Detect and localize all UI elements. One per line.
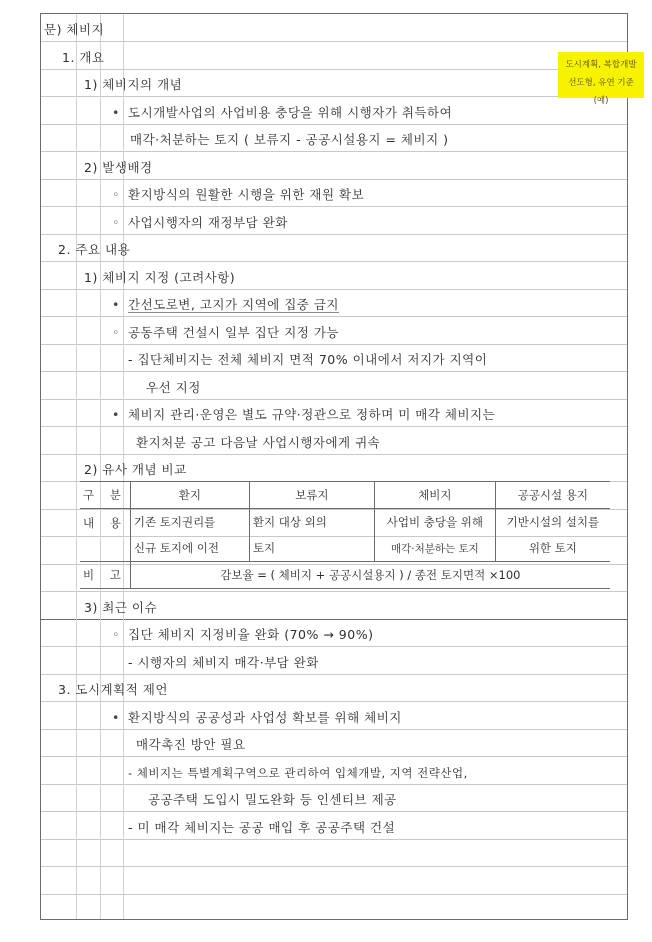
- ruled-line: [41, 399, 627, 400]
- bullet-item: [112, 325, 339, 341]
- table-row-label: 내 용: [80, 509, 130, 562]
- ruled-line: [41, 206, 627, 207]
- dash-item: - 체비지는 특별계획구역으로 관리하여 입체개발, 지역 전략산업,: [128, 766, 468, 780]
- bullet-dot-icon: •: [112, 407, 120, 422]
- sticky-note: [558, 52, 644, 106]
- dash-item: - 시행자의 체비지 매각·부담 완화: [128, 655, 319, 670]
- bullet-text: 간선도로변, 고지가 지역에 집중 금지: [128, 297, 339, 312]
- table-cell: 환지 대상 외의: [249, 509, 374, 536]
- bullet-text: 도시개발사업의 사업비용 충당을 위해 시행자가 취득하여: [128, 105, 453, 120]
- bullet-item: [112, 407, 495, 423]
- subsection-title: 2) 유사 개념 비교: [84, 462, 187, 477]
- dash-continuation: 우선 지정: [146, 380, 201, 395]
- ruled-line: [41, 344, 627, 345]
- bullet-continuation: 매각촉진 방안 필요: [136, 737, 246, 752]
- ruled-line: [41, 701, 627, 702]
- comparison-table: [80, 481, 610, 589]
- table-header-cell: 구 분: [80, 482, 130, 509]
- table-cell: 기존 토지권리를: [130, 509, 249, 536]
- ruled-line: [41, 646, 627, 647]
- margin-line: [76, 14, 77, 919]
- table-row: [80, 562, 610, 589]
- ruled-line: [41, 619, 627, 620]
- ruled-line: [41, 371, 627, 372]
- dash-continuation: 공공주택 도입시 밀도완화 등 인센티브 제공: [148, 792, 397, 807]
- bullet-item: [112, 710, 402, 726]
- bullet-circle-icon: ◦: [112, 325, 120, 340]
- section-title: 2. 주요 내용: [58, 242, 131, 257]
- ruled-line: [41, 674, 627, 675]
- ruled-line: [41, 811, 627, 812]
- table-cell: 위한 토지: [495, 535, 610, 562]
- sticky-note-line: 선도형, 유연 기준 (예): [568, 78, 634, 106]
- table-cell: 기반시설의 설치를: [495, 509, 610, 536]
- bullet-item: [112, 297, 339, 313]
- ruled-line: [41, 866, 627, 867]
- ruled-line: [41, 591, 627, 592]
- bullet-circle-icon: ◦: [112, 187, 120, 202]
- page-heading: 문) 체비지: [44, 22, 105, 37]
- ruled-line: [41, 839, 627, 840]
- ruled-line: [41, 316, 627, 317]
- dash-item: - 미 매각 체비지는 공공 매입 후 공공주택 건설: [128, 820, 396, 835]
- ruled-line: [41, 426, 627, 427]
- bullet-dot-icon: •: [112, 297, 120, 312]
- bullet-item: [112, 627, 373, 643]
- subsection-title: 3) 최근 이슈: [84, 600, 158, 615]
- bullet-circle-icon: ◦: [112, 215, 120, 230]
- table-header-cell: 체비지: [374, 482, 495, 509]
- subsection-title: 1) 체비지 지정 (고려사항): [84, 270, 236, 285]
- table-cell: 신규 토지에 이전: [130, 535, 249, 562]
- bullet-continuation: 환지처분 공고 다음날 사업시행자에게 귀속: [136, 435, 381, 450]
- ruled-line: [41, 289, 627, 290]
- table-header-cell: 보류지: [249, 482, 374, 509]
- bullet-text: 환지방식의 원활한 시행을 위한 재원 확보: [128, 187, 365, 202]
- section-title: 3. 도시계획적 제언: [58, 682, 168, 697]
- ruled-line: [41, 69, 627, 70]
- ruled-line: [41, 151, 627, 152]
- section-title: 1. 개요: [62, 50, 105, 65]
- subsection-title: 2) 발생배경: [84, 160, 153, 175]
- bullet-text: 체비지 관리·운영은 별도 규약·정관으로 정하며 미 매각 체비지는: [128, 407, 496, 422]
- table-cell-remark: 감보율 = ( 체비지 + 공공시설용지 ) / 종전 토지면적 ×100: [130, 562, 610, 589]
- dash-item: - 집단체비지는 전체 체비지 면적 70% 이내에서 저지가 지역이: [128, 352, 488, 367]
- table-row: [80, 535, 610, 562]
- table-row: [80, 509, 610, 536]
- ruled-line: [41, 756, 627, 757]
- table-row-label: 비 고: [80, 562, 130, 589]
- table-cell: 토지: [249, 535, 374, 562]
- ruled-line: [41, 261, 627, 262]
- ruled-line: [41, 124, 627, 125]
- bullet-circle-icon: ◦: [112, 627, 120, 642]
- bullet-item: [112, 215, 288, 231]
- subsection-title: 1) 체비지의 개념: [84, 77, 183, 92]
- bullet-item: [112, 105, 452, 121]
- sticky-note-line: 도시계획, 복합개발: [565, 60, 637, 70]
- bullet-continuation: 매각·처분하는 토지 ( 보류지 - 공공시설용지 = 체비지 ): [130, 132, 449, 147]
- ruled-line: [41, 454, 627, 455]
- bullet-text: 공동주택 건설시 일부 집단 지정 가능: [128, 325, 339, 340]
- ruled-line: [41, 41, 627, 42]
- table-header-cell: 공공시설 용지: [495, 482, 610, 509]
- bullet-text: 집단 체비지 지정비율 완화 (70% → 90%): [128, 627, 374, 642]
- table-cell: 매각·처분하는 토지: [374, 535, 495, 562]
- bullet-text: 사업시행자의 재정부담 완화: [128, 215, 288, 230]
- ruled-line: [41, 894, 627, 895]
- table-header-row: [80, 482, 610, 509]
- bullet-item: [112, 187, 364, 203]
- ruled-line: [41, 784, 627, 785]
- table-cell: 사업비 충당을 위해: [374, 509, 495, 536]
- bullet-dot-icon: •: [112, 710, 120, 725]
- bullet-dot-icon: •: [112, 105, 120, 120]
- ruled-line: [41, 729, 627, 730]
- ruled-line: [41, 96, 627, 97]
- bullet-text: 환지방식의 공공성과 사업성 확보를 위해 체비지: [128, 710, 402, 725]
- table-header-cell: 환지: [130, 482, 249, 509]
- ruled-line: [41, 234, 627, 235]
- ruled-line: [41, 179, 627, 180]
